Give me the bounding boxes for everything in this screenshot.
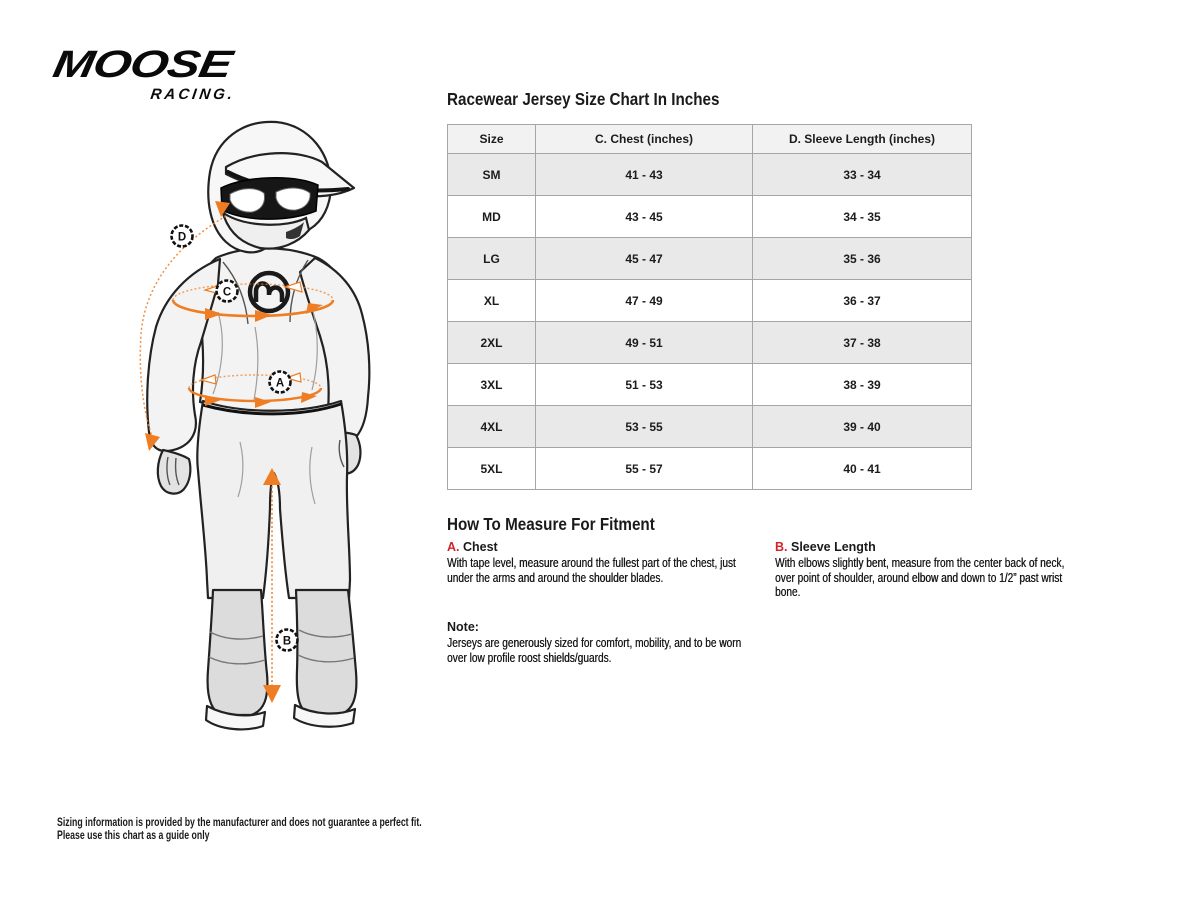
cell-chest: 55 - 57 — [536, 448, 753, 490]
rider-left-boot — [208, 590, 268, 715]
cell-chest: 45 - 47 — [536, 238, 753, 280]
measure-letter-a: A. — [447, 540, 460, 554]
note-label: Note: — [447, 620, 479, 634]
column-header-chest: C. Chest (inches) — [536, 125, 753, 154]
measure-item-chest — [447, 540, 819, 585]
cell-size: 5XL — [448, 448, 536, 490]
table-row — [448, 322, 972, 364]
measure-letter-b: B. — [775, 540, 788, 554]
measure-text-chest: With tape level, measure around the fullest part of the chest, just under the arms and around the shoulder blades. — [447, 556, 736, 585]
measure-name-chest: Chest — [462, 540, 498, 554]
column-header-sleeve: D. Sleeve Length (inches) — [753, 125, 972, 154]
marker-a — [270, 372, 291, 393]
measure-item-label — [775, 540, 1147, 554]
cell-sleeve: 39 - 40 — [753, 406, 972, 448]
size-chart-title: Racewear Jersey Size Chart In Inches — [447, 89, 720, 109]
marker-d-letter: D — [177, 231, 187, 244]
marker-a-letter: A — [275, 377, 285, 390]
note-block — [447, 620, 819, 665]
marker-b — [277, 630, 298, 651]
table-row — [448, 364, 972, 406]
marker-c-letter: C — [222, 286, 232, 299]
cell-chest: 51 - 53 — [536, 364, 753, 406]
cell-sleeve: 35 - 36 — [753, 238, 972, 280]
cell-chest: 43 - 45 — [536, 196, 753, 238]
cell-sleeve: 33 - 34 — [753, 154, 972, 196]
cell-chest: 41 - 43 — [536, 154, 753, 196]
marker-c — [217, 281, 238, 302]
footer-disclaimer — [57, 817, 422, 842]
table-row — [448, 238, 972, 280]
table-row — [448, 448, 972, 490]
logo-moose-text: MOOSE — [49, 43, 235, 86]
table-row — [448, 196, 972, 238]
note-text: Jerseys are generously sized for comfort, mobility, and to be worn over low profile roost shields/guards. — [447, 636, 742, 665]
rider-right-boot — [296, 590, 356, 714]
logo-racing-text: RACING. — [149, 86, 237, 103]
moose-racing-logo — [49, 43, 267, 103]
footer-line-2: Please use this chart as a guide only — [57, 829, 210, 842]
cell-size: 2XL — [448, 322, 536, 364]
measure-item-sleeve — [775, 540, 1147, 600]
rider-pants — [197, 401, 350, 598]
cell-size: 4XL — [448, 406, 536, 448]
cell-size: 3XL — [448, 364, 536, 406]
table-row — [448, 406, 972, 448]
cell-sleeve: 37 - 38 — [753, 322, 972, 364]
cell-size: XL — [448, 280, 536, 322]
column-header-size: Size — [448, 125, 536, 154]
cell-sleeve: 36 - 37 — [753, 280, 972, 322]
cell-sleeve: 34 - 35 — [753, 196, 972, 238]
rider-left-glove — [158, 450, 191, 494]
marker-b-letter: B — [282, 635, 292, 648]
table-row — [448, 154, 972, 196]
footer-line-1: Sizing information is provided by the manufacturer and does not guarantee a perfect fit. — [57, 817, 422, 829]
cell-chest: 47 - 49 — [536, 280, 753, 322]
measure-section-heading: How To Measure For Fitment — [447, 514, 655, 534]
measure-text-sleeve: With elbows slightly bent, measure from the center back of neck, over point of shoulder, around elbow and down to 1/2” past wrist bone. — [775, 556, 1065, 600]
measure-item-label — [447, 540, 819, 554]
marker-d — [172, 226, 193, 247]
cell-size: SM — [448, 154, 536, 196]
cell-size: MD — [448, 196, 536, 238]
cell-sleeve: 40 - 41 — [753, 448, 972, 490]
table-header-row — [448, 125, 972, 154]
table-row — [448, 280, 972, 322]
cell-sleeve: 38 - 39 — [753, 364, 972, 406]
cell-size: LG — [448, 238, 536, 280]
rider-measurement-diagram — [50, 112, 435, 737]
cell-chest: 53 - 55 — [536, 406, 753, 448]
size-chart-table — [447, 124, 972, 490]
cell-chest: 49 - 51 — [536, 322, 753, 364]
measure-name-sleeve: Sleeve Length — [790, 540, 876, 554]
